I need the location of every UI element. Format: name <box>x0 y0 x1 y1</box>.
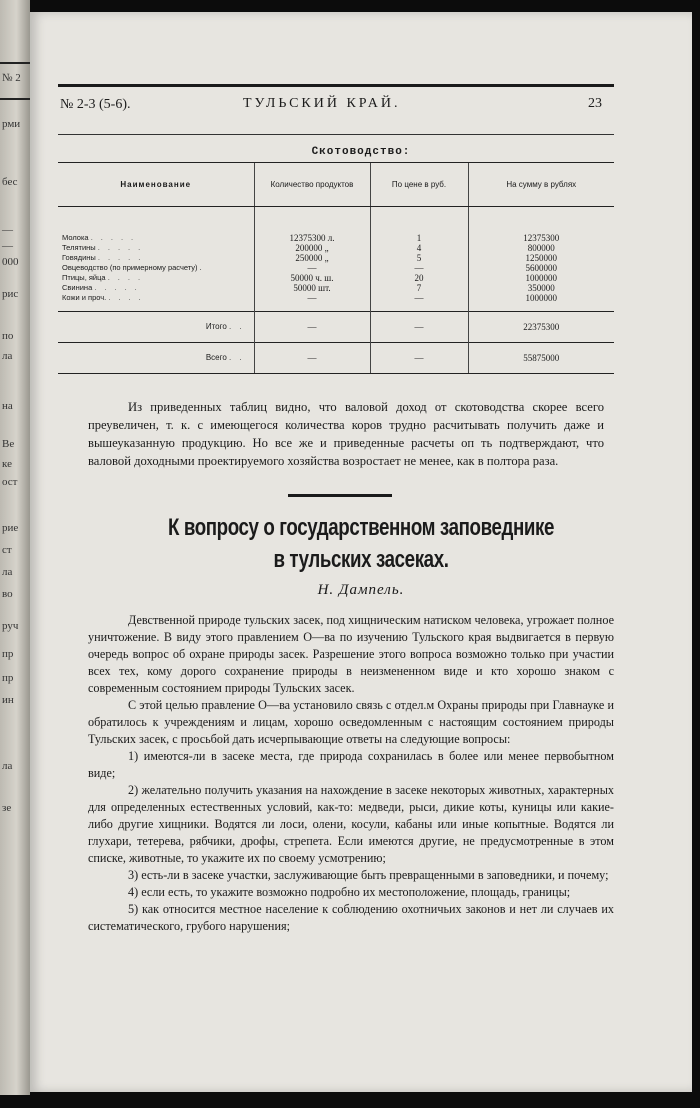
table-caption: Скотоводство: <box>311 146 411 158</box>
prev-page-fragment: во <box>2 588 13 600</box>
table-row: Кожи и проч. .... — — 1000000 <box>58 293 614 312</box>
table-row: Птицы, яйца .... 50000 ч. ш. 20 1000000 <box>58 273 614 283</box>
prev-page-fragment: по <box>2 330 14 342</box>
row-price: 1 <box>370 233 468 243</box>
paragraph: С этой целью правление О—ва установило связь с отдел.м Охраны природы при Главнауке и обратилось к учреждениям и лицам, хорошо осведомленным с настоящим состоянием природы Тульских засек, с просьбой дать исчерпывающие ответы на следующие вопросы: <box>88 698 614 746</box>
row-quantity: 12375300 л. <box>254 233 370 243</box>
row-quantity: — <box>254 293 370 312</box>
header-top-rule <box>58 84 614 87</box>
row-sum: 350000 <box>468 283 614 293</box>
row-name: Свинина <box>62 283 93 292</box>
article-title-line: К вопросу о государственном заповеднике <box>167 514 554 541</box>
grand-total-sum: 55875000 <box>468 343 614 374</box>
prev-page-fragment: — <box>2 224 13 236</box>
table-row: Свинина ..... 50000 шт. 7 350000 <box>58 283 614 293</box>
row-price: — <box>370 293 468 312</box>
row-price: 20 <box>370 273 468 283</box>
total-label: Итого <box>205 322 227 331</box>
row-price: 4 <box>370 243 468 253</box>
paragraph: 4) если есть, то укажите возможно подробно их местоположение, площадь, границы; <box>128 885 571 899</box>
previous-page-edge <box>0 0 30 1095</box>
prev-page-fragment: рми <box>2 118 21 130</box>
prev-page-fragment: бес <box>2 176 18 188</box>
total-price: — <box>370 312 468 343</box>
table-header-row <box>58 163 614 207</box>
article-body <box>88 612 614 935</box>
table-row: Молока ..... 12375300 л. 1 12375300 <box>58 233 614 243</box>
prev-page-fragment: ла <box>2 760 13 772</box>
prev-page-fragment: ла <box>2 350 13 362</box>
spacer-row <box>58 207 614 234</box>
prev-page-fragment: рис <box>2 288 19 300</box>
prev-page-fragment: ост <box>2 476 18 488</box>
journal-title: ТУЛЬСКИЙ КРАЙ. <box>243 96 401 111</box>
row-name: Овцеводство (по примерному расчету) <box>62 263 198 272</box>
total-sum: 22375300 <box>468 312 614 343</box>
prev-page-fragment: 000 <box>2 256 19 268</box>
row-sum: 800000 <box>468 243 614 253</box>
column-header-price: По цене в руб. <box>370 163 468 207</box>
total-quantity: — <box>254 312 370 343</box>
row-sum: 12375300 <box>468 233 614 243</box>
header-bottom-rule <box>58 134 614 135</box>
prev-page-fragment: — <box>2 240 13 252</box>
row-sum: 1250000 <box>468 253 614 263</box>
total-row: Итого .. — — 22375300 <box>58 312 614 343</box>
column-header-quantity: Количество продуктов <box>254 163 370 207</box>
section-divider <box>288 494 392 497</box>
prev-page-fragment: пр <box>2 648 14 660</box>
row-name: Кожи и проч. <box>62 293 107 302</box>
row-price: 5 <box>370 253 468 263</box>
prev-page-fragment: № 2 <box>2 72 21 84</box>
page-number: 23 <box>588 96 602 111</box>
article-title-line: в тульских засеках. <box>273 546 449 573</box>
column-header-sum: На сумму в рублях <box>468 163 614 207</box>
grand-total-row: Всего .. — — 55875000 <box>58 343 614 374</box>
row-price: — <box>370 263 468 273</box>
table-conclusion: Из приведенных таблиц видно, что валовой доход от скотоводства скорее всего преувеличен, т. к. с имеющегося количества коров трудно расчитывать получить даже и вышеуказанную продукцию. Но все же и приведенные расчеты оп ть подтверждают, что валовой доходными проектируемого хозяйства возростает не менее, как в полтора раза. <box>88 400 604 468</box>
row-quantity: — <box>254 263 370 273</box>
prev-page-fragment: зе <box>2 802 12 814</box>
paragraph: 1) имеются-ли в засеке места, где природа сохранилась в более или менее первобытном виде; <box>88 749 614 780</box>
prev-page-fragment: на <box>2 400 13 412</box>
grand-total-label: Всего <box>205 353 227 362</box>
row-sum: 1000000 <box>468 293 614 312</box>
row-name: Молока <box>62 233 89 242</box>
row-quantity: 50000 шт. <box>254 283 370 293</box>
prev-page-rule <box>0 62 30 64</box>
journal-page <box>30 12 692 1092</box>
table-row: Говядины ..... 250000 „ 5 1250000 <box>58 253 614 263</box>
paragraph: Девственной природе тульских засек, под хищническим натиском человека, угрожает полное уничтожение. В виду этого правлением О—ва по изучению Тульского края выдвигается в первую очередь вопрос об охране природы засек. Разрешение этого вопроса возможно только при участии всех тех, кому дорого сохранение природы в неизмененном виде и кто хорошо знаком с современным состоянием природы Тульских засек. <box>88 613 614 695</box>
row-name: Говядины <box>62 253 96 262</box>
row-quantity: 50000 ч. ш. <box>254 273 370 283</box>
prev-page-fragment: Ве <box>2 438 15 450</box>
row-quantity: 250000 „ <box>254 253 370 263</box>
grand-total-quantity: — <box>254 343 370 374</box>
grand-total-price: — <box>370 343 468 374</box>
prev-page-rule <box>0 98 30 100</box>
livestock-table <box>58 162 614 374</box>
issue-number: № 2-3 (5-6). <box>60 97 131 112</box>
article-title <box>134 512 588 576</box>
prev-page-fragment: ст <box>2 544 12 556</box>
prev-page-fragment: рие <box>2 522 19 534</box>
article-author: Н. Дампель. <box>317 582 405 598</box>
running-header <box>58 95 614 123</box>
row-name: Телятины <box>62 243 96 252</box>
row-sum: 1000000 <box>468 273 614 283</box>
paragraph: 3) есть-ли в засеке участки, заслуживающие быть превращенными в заповедники, и почему; <box>128 868 609 882</box>
column-header-name: Наименование <box>58 163 254 207</box>
paragraph: 2) желательно получить указания на нахождение в засеке некоторых животных, характерных для определенных естественных условий, как-то: медведи, рыси, дикие коты, куницы или какие-либо другие хищники. Водятся ли лоси, олени, косули, кабаны или иные копытные. Водятся ли глухари, тетерева, рябчики, дрофы, стрепета. Если имеются другие, не предусмотренные в этом списке, животные, то укажите их по своему усмотрению; <box>88 783 614 865</box>
paragraph: 5) как относится местное население к соблюдению охотничьих законов и нет ли случаев их систематического, грубого нарушения; <box>88 902 614 933</box>
table-row: Овцеводство (по примерному расчету) . — — 5600000 <box>58 263 614 273</box>
prev-page-fragment: пр <box>2 672 14 684</box>
prev-page-fragment: руч <box>2 620 19 632</box>
row-price: 7 <box>370 283 468 293</box>
table-row: Телятины ..... 200000 „ 4 800000 <box>58 243 614 253</box>
prev-page-fragment: ла <box>2 566 13 578</box>
row-name: Птицы, яйца <box>62 273 106 282</box>
row-sum: 5600000 <box>468 263 614 273</box>
prev-page-fragment: ин <box>2 694 14 706</box>
row-quantity: 200000 „ <box>254 243 370 253</box>
prev-page-fragment: ке <box>2 458 12 470</box>
